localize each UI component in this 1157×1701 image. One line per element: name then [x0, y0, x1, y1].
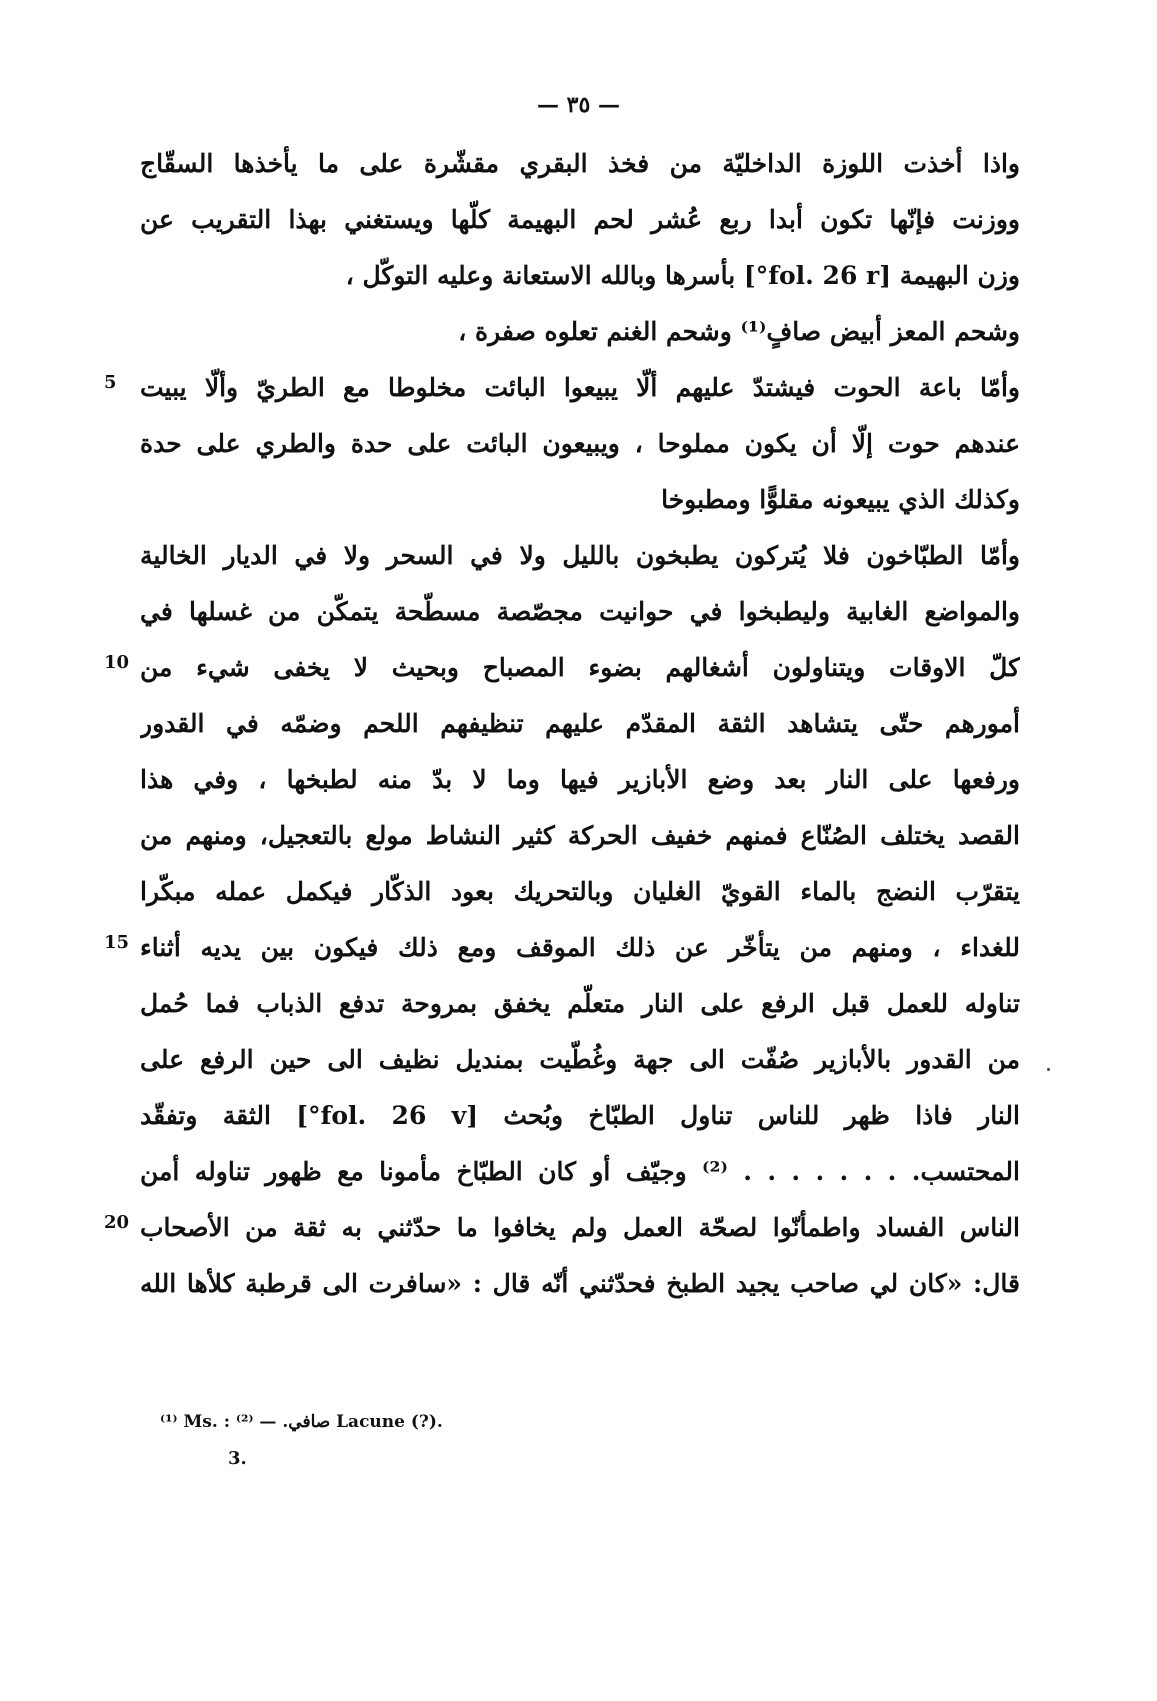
text-line	[0, 866, 1157, 922]
line-text: للغداء ، ومنهم من يتأخّر عن ذلك الموقف ومع ذلك فيكون بين يديه أثناء	[140, 933, 1020, 962]
text-line	[0, 194, 1157, 250]
line-text: وكذلك الذي يبيعونه مقلوًّا ومطبوخا	[661, 485, 1020, 514]
text-line	[0, 1202, 1157, 1258]
line-text: وأمّا باعة الحوت فيشتدّ عليهم ألّا يبيعوا البائت مخلوطا مع الطريّ وألّا يبيت	[140, 373, 1020, 402]
text-line	[0, 1258, 1157, 1314]
text-line	[0, 418, 1157, 474]
text-line	[0, 362, 1157, 418]
line-text: النار فاذا ظهر للناس تناول الطبّاخ وبُحث [fol. 26 v°] الثقة وتفقّد	[140, 1101, 1020, 1130]
text-line	[0, 250, 1157, 306]
line-text: ووزنت فإنّها تكون أبدا ربع عُشر لحم البهيمة كلّها ويستغني بهذا التقريب عن	[140, 205, 1020, 234]
line-text: واذا أخذت اللوزة الداخليّة من فخذ البقري مقشّرة على ما يأخذها السقّاج	[140, 149, 1020, 178]
line-text: وشحم المعز أبيض صافٍ⁽¹⁾ وشحم الغنم تعلوه صفرة ،	[458, 317, 1020, 346]
text-line	[0, 978, 1157, 1034]
text-line	[0, 138, 1157, 194]
footnotes: ⁽¹⁾ Ms. : صافي. — ⁽²⁾ Lacune (?).	[160, 1412, 443, 1432]
line-number: 20	[104, 1212, 130, 1233]
line-text: قال: «كان لي صاحب يجيد الطبخ فحدّثني أنّه قال : «سافرت الى قرطبة كلأها الله	[140, 1269, 1020, 1298]
text-line	[0, 474, 1157, 530]
line-text: أمورهم حتّى يتشاهد الثقة المقدّم عليهم تنظيفهم اللحم وضمّه في القدور	[140, 709, 1020, 738]
line-text: وزن البهيمة [fol. 26 r°] بأسرها وبالله الاستعانة وعليه التوكّل ،	[345, 261, 1020, 290]
line-number: 10	[104, 652, 130, 673]
stray-dot	[1047, 1068, 1050, 1071]
line-text: كلّ الاوقات ويتناولون أشغالهم بضوء المصباح وبحيث لا يخفى شيء من	[140, 653, 1020, 682]
line-text: المحتسب. . . . . . . . ⁽²⁾ وجيّف أو كان الطبّاخ مأمونا مع ظهور تناوله أمن	[140, 1157, 1020, 1186]
main-text	[0, 138, 1157, 1314]
text-line	[0, 306, 1157, 362]
text-line	[0, 922, 1157, 978]
line-number: 15	[104, 932, 130, 953]
text-line	[0, 586, 1157, 642]
line-text: وأمّا الطبّاخون فلا يُتركون يطبخون بالليل ولا في السحر ولا في الديار الخالية	[140, 541, 1020, 570]
page-number: — ٣٥ —	[537, 92, 620, 118]
text-line	[0, 1034, 1157, 1090]
text-line	[0, 642, 1157, 698]
line-text: من القدور بالأبازير صُفّت الى جهة وغُطّيت بمنديل نظيف الى حين الرفع على	[140, 1045, 1020, 1074]
text-line	[0, 810, 1157, 866]
text-line	[0, 1090, 1157, 1146]
line-text: القصد يختلف الصُنّاع فمنهم خفيف الحركة كثير النشاط مولع بالتعجيل، ومنهم من	[140, 821, 1020, 850]
text-line	[0, 754, 1157, 810]
text-line	[0, 1146, 1157, 1202]
line-text: عندهم حوت إلّا أن يكون مملوحا ، ويبيعون البائت على حدة والطري على حدة	[140, 429, 1020, 458]
line-number: 5	[104, 372, 117, 393]
line-text: الناس الفساد واطمأنّوا لصحّة العمل ولم يخافوا ما حدّثني به ثقة من الأصحاب	[140, 1213, 1020, 1242]
text-line	[0, 530, 1157, 586]
signature-mark: 3.	[228, 1448, 247, 1469]
line-text: والمواضع الغابية وليطبخوا في حوانيت مجصّصة مسطّحة يتمكّن من غسلها في	[140, 597, 1020, 626]
text-line	[0, 698, 1157, 754]
line-text: ورفعها على النار بعد وضع الأبازير فيها وما لا بدّ منه لطبخها ، وفي هذا	[140, 765, 1020, 794]
line-text: يتقرّب النضج بالماء القويّ الغليان وبالتحريك بعود الذكّار فيكمل عمله مبكّرا	[140, 877, 1020, 906]
line-text: تناوله للعمل قبل الرفع على النار متعلّم يخفق بمروحة تدفع الذباب فما حُمل	[140, 989, 1020, 1018]
